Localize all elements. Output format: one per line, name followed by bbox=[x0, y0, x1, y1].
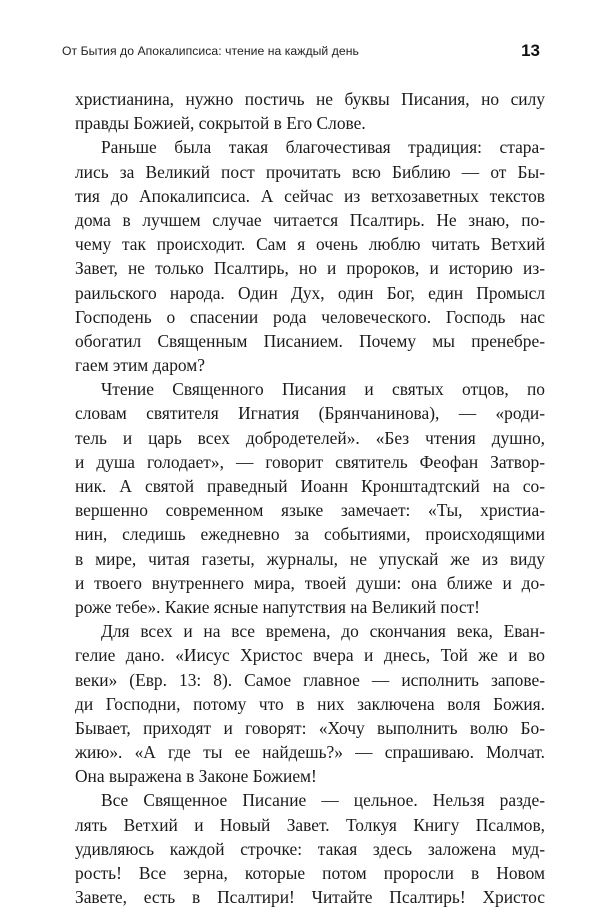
text-line: роже тебе». Какие ясные напутствия на Великий пост! bbox=[75, 596, 480, 617]
page-number: 13 bbox=[521, 41, 540, 60]
text-line: в мире, читая газеты, журналы, не упускай же из виду bbox=[75, 548, 545, 569]
text-line: жию». «А где ты ее найдешь?» — спрашиваю. Молчат. bbox=[75, 742, 545, 763]
running-head bbox=[62, 42, 540, 62]
text-line: нин, следишь ежедневно за событиями, происходящими bbox=[75, 524, 545, 545]
text-line: тия до Апокалипсиса. А сейчас из ветхозаветных текстов bbox=[75, 185, 545, 206]
text-line: Завете, есть в Псалтири! Читайте Псалтирь! Христос bbox=[75, 887, 545, 908]
text-line: и твоего внутреннего мира, твоей души: она ближе и до- bbox=[75, 572, 545, 593]
text-line: лять Ветхий и Новый Завет. Толкуя Книгу Псалмов, bbox=[75, 814, 545, 835]
paragraph-2 bbox=[75, 135, 545, 377]
text-line: Господень о спасении рода человеческого. Господь нас bbox=[75, 306, 545, 327]
text-line: ник. А святой праведный Иоанн Кронштадтский на со- bbox=[75, 476, 545, 496]
text-line: чему так происходит. Сам я очень люблю читать Ветхий bbox=[75, 234, 545, 255]
paragraph-3 bbox=[75, 377, 545, 619]
text-line: ди Господни, потому что в них заключена воля Божия. bbox=[75, 693, 545, 714]
text-line: гаем этим даром? bbox=[75, 355, 205, 376]
text-line: христианина, нужно постичь не буквы Писания, но силу bbox=[75, 89, 545, 109]
text-line: Все Священное Писание — цельное. Нельзя разде- bbox=[101, 790, 545, 811]
text-line: раильского народа. Один Дух, один Бог, един Промысл bbox=[75, 282, 545, 303]
text-line: Чтение Священного Писания и святых отцов, по bbox=[101, 379, 545, 400]
text-line: обогатил Священным Писанием. Почему мы пренебре- bbox=[75, 330, 545, 351]
running-title: От Бытия до Апокалипсиса: чтение на каждый день bbox=[62, 44, 359, 58]
text-line: правды Божией, сокрытой в Его Слове. bbox=[75, 113, 366, 134]
text-line: лись за Великий пост прочитать всю Библию — от Бы- bbox=[75, 161, 545, 182]
body-text bbox=[75, 87, 545, 909]
paragraph-1 bbox=[75, 87, 545, 135]
text-line: и душа голодает», — говорит святитель Феофан Затвор- bbox=[75, 451, 545, 472]
paragraph-5 bbox=[75, 788, 545, 909]
text-line: вершенно современном языке замечает: «Ты, христиа- bbox=[75, 500, 545, 521]
text-line: тель и царь всех добродетелей». «Без чтения душно, bbox=[75, 427, 545, 448]
text-line: рость! Все зерна, которые потом проросли в Новом bbox=[75, 863, 545, 883]
text-line: Для всех и на все времена, до скончания века, Еван- bbox=[101, 621, 545, 642]
text-line: гелие дано. «Иисус Христос вчера и днесь, Той же и во bbox=[75, 645, 545, 666]
paragraph-4 bbox=[75, 619, 545, 788]
text-line: Завет, не только Псалтирь, но и пророков, и историю из- bbox=[75, 258, 545, 279]
text-line: Бывает, приходят и говорят: «Хочу выполнить волю Бо- bbox=[75, 717, 545, 738]
text-line: веки» (Евр. 13: 8). Самое главное — исполнить запове- bbox=[75, 669, 545, 690]
text-line: дома в лучшем случае читается Псалтирь. Не знаю, по- bbox=[75, 209, 545, 230]
text-line: Раньше была такая благочестивая традиция: стара- bbox=[101, 137, 545, 158]
text-line: Она выражена в Законе Божием! bbox=[75, 766, 317, 787]
text-line: удивляюсь каждой строчке: такая здесь заложена муд- bbox=[75, 838, 545, 859]
text-line: словам святителя Игнатия (Брянчанинова), — «роди- bbox=[75, 403, 545, 424]
